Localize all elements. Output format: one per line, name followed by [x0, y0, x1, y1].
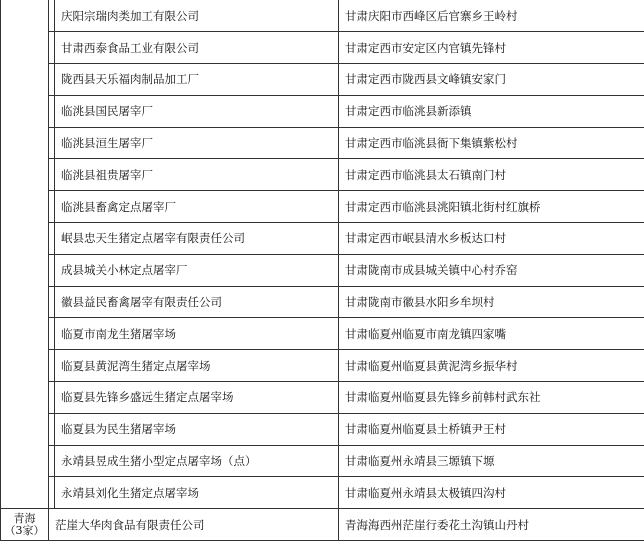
enterprise-name: 临洮县祖贵屠宰厂: [55, 159, 339, 191]
table-row: [1, 95, 644, 127]
table-row: [1, 445, 644, 477]
enterprise-address: 甘肃临夏州临夏县土桥镇尹王村: [339, 413, 644, 445]
enterprise-name: 临夏县为民生猪屠宰场: [55, 413, 339, 445]
enterprise-address: 甘肃庆阳市西峰区后官寨乡王岭村: [339, 0, 644, 32]
enterprise-name: 临夏县先锋乡盛远生猪定点屠宰场: [55, 382, 339, 414]
table-row: [1, 191, 644, 223]
province-cell-qinghai: [1, 509, 49, 541]
enterprise-name: 临夏市南龙生猪屠宰场: [55, 318, 339, 350]
table-row: [1, 477, 644, 509]
enterprise-address: 甘肃临夏州永靖县三塬镇下塬: [339, 445, 644, 477]
table-row: [1, 223, 644, 255]
enterprise-name: 陇西县天乐福肉制品加工厂: [55, 64, 339, 96]
table-body: [1, 0, 644, 541]
table-row: [1, 254, 644, 286]
enterprise-address: 甘肃定西市岷县清水乡板达口村: [339, 223, 644, 255]
table-row: [1, 382, 644, 414]
enterprise-name: 岷县忠天生猪定点屠宰有限责任公司: [55, 223, 339, 255]
province-name: 青海: [1, 513, 48, 525]
enterprise-address: 甘肃临夏州临夏县黄泥湾乡振华村: [339, 350, 644, 382]
enterprise-address: 甘肃临夏州临夏县先锋乡前韩村武东社: [339, 382, 644, 414]
table-row: [1, 32, 644, 64]
enterprise-address: 甘肃临夏州永靖县太极镇四沟村: [339, 477, 644, 509]
enterprise-address: 甘肃定西市临洮县新添镇: [339, 95, 644, 127]
enterprise-name: 甘肃西泰食品工业有限公司: [55, 32, 339, 64]
enterprise-name: 永靖县昱成生猪小型定点屠宰场（点）: [55, 445, 339, 477]
enterprise-name: 成县城关小林定点屠宰厂: [55, 254, 339, 286]
enterprise-address: 青海海西州茫崖行委花土沟镇山丹村: [339, 509, 644, 541]
table-row: [1, 350, 644, 382]
enterprise-address: 甘肃临夏州临夏市南龙镇四家嘴: [339, 318, 644, 350]
table-row: [1, 509, 644, 541]
enterprise-name: 永靖县刘化生猪定点屠宰场: [55, 477, 339, 509]
province-cell-gansu: [1, 0, 49, 509]
enterprise-address: 甘肃定西市安定区内官镇先锋村: [339, 32, 644, 64]
enterprise-address: 甘肃陇南市成县城关镇中心村乔窑: [339, 254, 644, 286]
enterprise-name: 临夏县黄泥湾生猪定点屠宰场: [55, 350, 339, 382]
table-row: [1, 413, 644, 445]
enterprise-address: 甘肃定西市陇西县文峰镇安家门: [339, 64, 644, 96]
province-count: （3家）: [1, 525, 48, 537]
enterprise-address: 甘肃陇南市徽县水阳乡牟坝村: [339, 286, 644, 318]
table-row: [1, 286, 644, 318]
enterprise-address: 甘肃定西市临洮县太石镇南门村: [339, 159, 644, 191]
enterprise-name: 茫崖大华肉食品有限责任公司: [49, 509, 339, 541]
enterprise-name: 临洮县畜禽定点屠宰厂: [55, 191, 339, 223]
table-row: [1, 64, 644, 96]
table-row: [1, 159, 644, 191]
table-row: [1, 318, 644, 350]
enterprise-name: 徽县益民畜禽屠宰有限责任公司: [55, 286, 339, 318]
table-row: [1, 127, 644, 159]
enterprise-address: 甘肃定西市临洮县衙下集镇紫松村: [339, 127, 644, 159]
table-row: [1, 0, 644, 32]
enterprise-address: 甘肃定西市临洮县洮阳镇北街村红旗桥: [339, 191, 644, 223]
enterprise-name: 临洮县国民屠宰厂: [55, 95, 339, 127]
enterprise-name: 临洮县洹生屠宰厂: [55, 127, 339, 159]
enterprise-name: 庆阳宗瑞肉类加工有限公司: [55, 0, 339, 32]
